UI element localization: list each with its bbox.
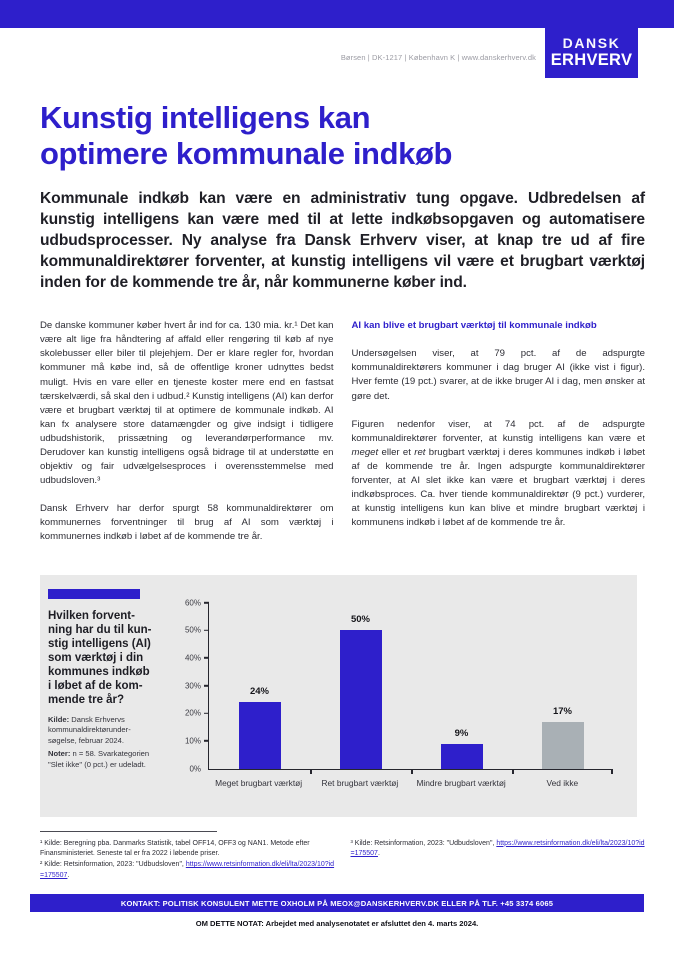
x-axis-category-label: Ret brugbart værktøj <box>321 777 399 788</box>
right-paragraph-2-text: eller et <box>378 446 415 458</box>
footnotes <box>40 839 645 882</box>
bar-slot <box>209 603 310 769</box>
footnote-3 <box>351 839 646 861</box>
intro-paragraph: Kommunale indkøb kan være en administrativ tung opgave. Udbredelsen af kunstig intelligens kan være med til at lette indkøbsopgaven og automatisere udbudsprocesser. Ny analyse fra Dansk Erhverv viser, at knap tre ud af fire kommunaldirektører forventer, at kunstig intelligens vil være et brugbart værktøj inden for de kommende tre år, når kommunerne køber ind. <box>40 189 645 292</box>
bar-value-label: 24% <box>249 686 270 698</box>
page-title-line-1: Kunstig intelligens kan <box>40 100 371 135</box>
bar-meget-brugbart-vaerktoej <box>239 686 281 768</box>
page-title-line-2: optimere kommunale indkøb <box>40 135 453 171</box>
logo-line-dansk: DANSK <box>562 35 621 51</box>
bar-value-label: 17% <box>552 705 573 717</box>
italic-meget: meget <box>351 446 379 458</box>
footnote-1: ¹ Kilde: Beregning pba. Danmarks Statistik, tabel OFF14, OFF3 og NAN1. Metode efter Finansministeriet. Seneste tal er fra 2022 i løbende priser. <box>40 839 310 858</box>
footnotes-left-column <box>40 839 335 882</box>
notes-label: Noter: <box>48 749 71 759</box>
figure-question: Hvilken forventning har du til kunstig intelligens (AI) som værktøj i din kommunes indkøb i løbet af de kommende tre år? <box>48 609 152 706</box>
figure-sidebar <box>48 587 166 807</box>
x-axis-category-label: Mindre brugbart værktøj <box>416 777 506 788</box>
x-axis-tick <box>310 769 312 774</box>
bar-slot <box>512 603 613 769</box>
y-axis-tick-label: 10% <box>184 736 201 746</box>
bar-chart-plot <box>184 598 613 774</box>
top-brand-bar <box>0 0 674 28</box>
footnote-3-text: . <box>377 850 380 858</box>
y-axis-tick-label: 60% <box>184 598 201 608</box>
x-axis-category-label: Ved ikke <box>546 777 579 788</box>
footnote-divider <box>40 831 217 832</box>
bar-value-label: 50% <box>350 614 371 626</box>
dansk-erhverv-logo <box>545 28 638 78</box>
x-axis-category-label: Meget brugbart værktøj <box>215 777 303 788</box>
source-text: Dansk Erhvervs kommunaldirektørundersøgelse, februar 2024. <box>48 714 131 745</box>
figure-source <box>48 715 154 746</box>
right-column <box>352 319 646 544</box>
right-paragraph-2 <box>352 418 646 531</box>
footnote-2-link[interactable]: https://www.retsinformation.dk/eli/lta/2023/10?id=175507 <box>40 861 335 880</box>
bar-mindre-brugbart-vaerktoej <box>441 727 483 769</box>
figure-accent-bar <box>48 589 140 599</box>
y-axis-tick-label: 50% <box>184 625 201 635</box>
footnotes-right-column <box>351 839 646 882</box>
body-columns <box>40 319 645 544</box>
bar-chart <box>166 587 627 807</box>
x-axis-labels <box>208 778 613 788</box>
right-paragraph-2-text: brugbart værktøj i deres kommunes indkøb i løbet af de kommende tre år. Ingen adspurgte kommunaldirektører forventer, at AI slet ikke kan være et brugbart værktøj i deres indkøbsproces. Ca. hver tiende kommunaldirektør (9 pct.) vurderer, at kunstig intelligens kun kan blive et mindre brugbart værktøj i kommunens indkøb i løbet af de kommende tre år. <box>351 446 645 529</box>
figure-notes <box>48 749 154 770</box>
footnote-2 <box>40 860 335 882</box>
x-axis-tick <box>611 769 613 774</box>
y-axis-tick-label: 20% <box>184 708 201 718</box>
source-label: Kilde: <box>48 714 70 724</box>
bars-area <box>209 603 613 769</box>
bar-value-label: 9% <box>454 727 469 739</box>
bar-slot <box>310 603 411 769</box>
logo-line-erhverv: ERHVERV <box>550 51 633 69</box>
figure-box <box>40 575 637 817</box>
left-paragraph-2: Dansk Erhverv har derfor spurgt 58 kommunaldirektører om kommunernes forventninger til brug af AI som værktøj i kommunernes indkøb i løbet af de kommende tre år. <box>40 503 334 543</box>
italic-ret: ret <box>414 446 426 458</box>
page-header <box>0 28 674 80</box>
y-axis-tick-label: 0% <box>189 764 201 774</box>
right-paragraph-1: Undersøgelsen viser, at 79 pct. af de adspurgte kommunaldirektørers kommuner i dag bruger AI (ikke vist i figur). Hver femte (19 pct.) svarer, at de ikke bruger AI i dag, men ønsker at gøre det. <box>351 348 645 402</box>
x-axis-tick <box>512 769 514 774</box>
about-note: OM DETTE NOTAT: Arbejdet med analysenotatet er afsluttet den 4. marts 2024. <box>195 918 479 928</box>
footnote-2-text: ² Kilde: Retsinformation, 2023: "Udbudsloven", <box>40 861 186 869</box>
bar-ved-ikke <box>542 705 584 769</box>
page-title <box>40 100 645 172</box>
left-paragraph-1: De danske kommuner køber hvert år ind for ca. 130 mia. kr.¹ Det kan være alt lige fra håndtering af affald eller rengøring til køb af nye skolebusser eller biler til plejehjem. Der er klare regler for, hvordan kommuner må købe ind, så de offentlige kroner udnyttes bedst muligt. Hvis en vare eller en tjeneste koster mere end en fastsat tærskelværdi, så skal den i udbud.² Kunstig intelligens (AI) kan derfor være et brugbart værktøj til at optimere de kommunale indkøb. AI kan fx analysere store datamængder og give indsigt i tidligere udbudshistorik, prissætning og leverandørperformance mv. Derudover kan kunstig intelligens også bidrage til at understøtte en objektiv og fair udvælgelsesproces i overensstemmelse med udbudsloven.³ <box>40 320 334 487</box>
y-axis-tick-label: 40% <box>184 653 201 663</box>
section-heading: AI kan blive et brugbart værktøj til kommunale indkøb <box>351 320 597 332</box>
notes-text: n = 58. Svarkategorien "Slet ikke" (0 pct.) er udeladt. <box>48 749 150 769</box>
footnote-3-text: ³ Kilde: Retsinformation, 2023: "Udbudsloven", <box>350 839 497 847</box>
y-axis-tick-label: 30% <box>184 681 201 691</box>
left-column <box>40 319 334 544</box>
footnote-3-link[interactable]: https://www.retsinformation.dk/eli/lta/2023/10?id=175507 <box>350 839 645 858</box>
right-paragraph-2-text: Figuren nedenfor viser, at 74 pct. af de adspurgte kommunaldirektører forventer, at kunstig intelligens kan være et <box>351 418 645 444</box>
bar-slot <box>411 603 512 769</box>
contact-bar: KONTAKT: POLITISK KONSULENT METTE OXHOLM PÅ MEOX@DANSKERHVERV.DK ELLER PÅ TLF. +45 3374 6065 <box>30 894 644 912</box>
bar-ret-brugbart-vaerktoej <box>340 614 382 768</box>
footnote-2-text: . <box>67 872 70 880</box>
address-line: Børsen | DK-1217 | København K | www.danskerhverv.dk <box>340 53 536 62</box>
x-axis-tick <box>411 769 413 774</box>
